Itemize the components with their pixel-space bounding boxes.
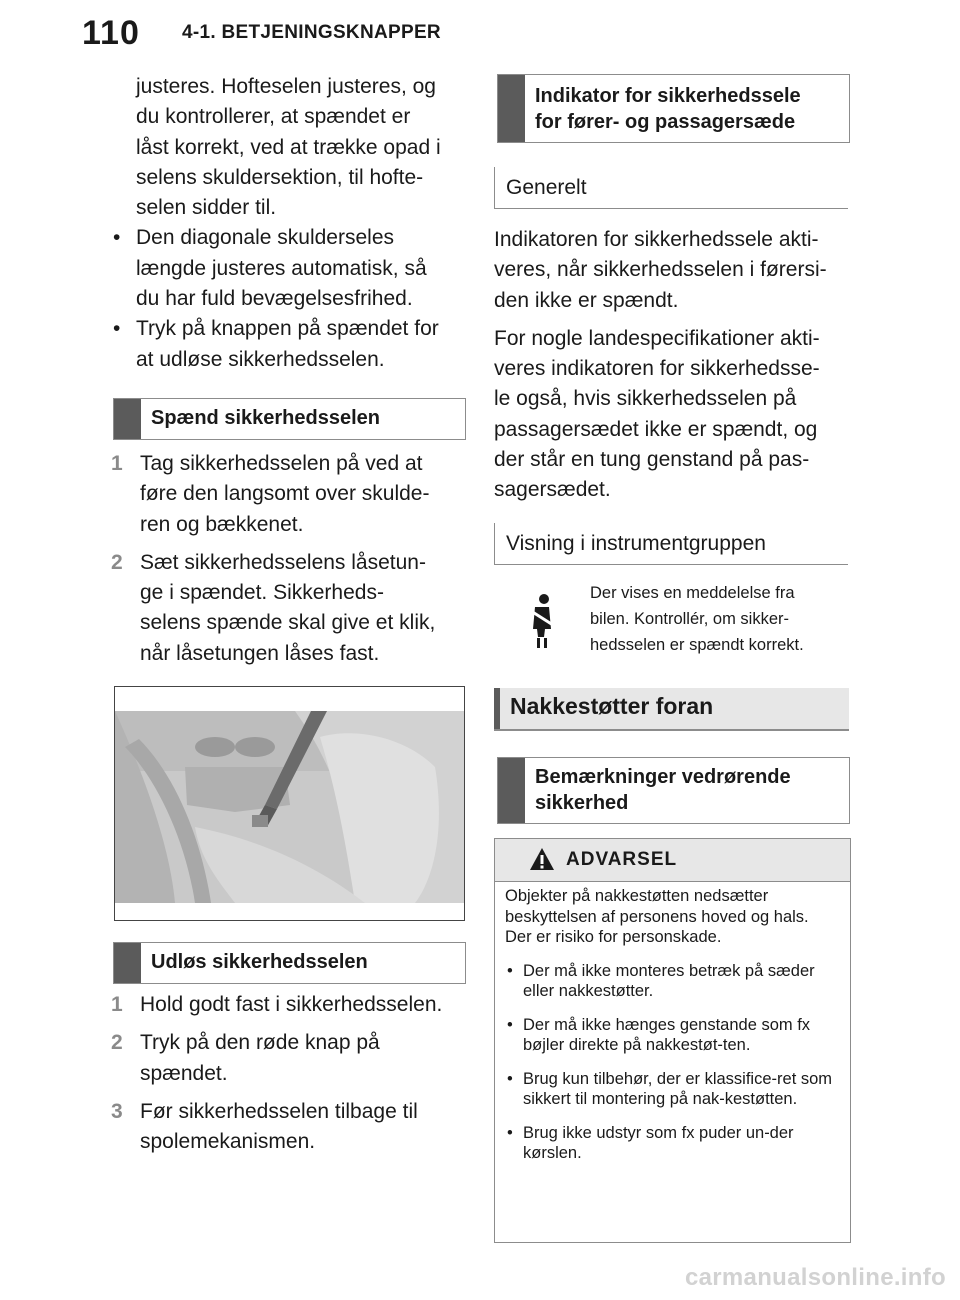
step-number: 2: [111, 1031, 123, 1055]
page-number: 110: [82, 14, 140, 52]
text-line: den ikke er spændt.: [494, 288, 679, 312]
heading-bar: [114, 943, 141, 983]
text-line: ge i spændet. Sikkerheds-: [140, 581, 384, 605]
release-steps: [110, 990, 470, 1157]
warning-title: ADVARSEL: [566, 849, 678, 870]
general-text: [494, 225, 854, 506]
heading-text: Udløs sikkerhedsselen: [151, 951, 368, 973]
text-line: Før sikkerhedsselen tilbage til: [140, 1099, 418, 1123]
step-item: [110, 548, 470, 669]
text-line: Der vises en meddelelse fra: [590, 584, 795, 602]
text-line: der står en tung genstand på pas-: [494, 448, 810, 472]
text-line: Sæt sikkerhedsselens låsetun-: [140, 550, 426, 574]
heading-bar: [494, 688, 500, 729]
release-heading: [113, 942, 466, 984]
step-item: [110, 990, 470, 1020]
warning-bullet: • Brug kun tilbehør, der er klassifice-ret som sikkert til montering på nak-kestøtten.: [505, 1069, 835, 1110]
text-line: veres indikatoren for sikkerhedsse-: [494, 357, 820, 381]
text-line: • Den diagonale skulderseles: [136, 226, 394, 250]
text-line: spændet.: [140, 1061, 228, 1085]
step-number: 2: [111, 550, 123, 574]
warning-triangle-icon: [529, 847, 555, 871]
warning-body: [505, 886, 835, 1177]
step-item: [110, 1097, 470, 1158]
general-subheading: Generelt: [494, 167, 848, 209]
step-item: [110, 449, 470, 540]
seatbelt-icon: [527, 593, 557, 649]
headrests-heading: [494, 688, 849, 731]
display-subheading: Visning i instrumentgruppen: [494, 523, 848, 565]
text-line: når låsetungen låses fast.: [140, 641, 380, 665]
text-line: passagersædet ikke er spændt, og: [494, 417, 818, 441]
warning-bullet: • Der må ikke monteres betræk på sæder eller nakkestøtter.: [505, 961, 835, 1002]
text-line: Hold godt fast i sikkerhedsselen.: [140, 993, 443, 1016]
text-line: Indikatoren for sikkerhedssele akti-: [494, 228, 819, 251]
text-line: ren og bækkenet.: [140, 512, 304, 536]
seatbelt-illustration: [115, 687, 464, 920]
text-line: låst korrekt, ved at trække opad i: [136, 135, 441, 159]
heading-bar: [114, 399, 141, 439]
text-line: bilen. Kontrollér, om sikker-: [590, 610, 789, 628]
heading-bar: [498, 75, 525, 142]
bullet-item: [110, 223, 470, 314]
text-line: længde justeres automatisk, så: [136, 256, 427, 280]
safety-heading: [497, 757, 850, 824]
warning-intro: Objekter på nakkestøtten nedsætter beskyttelsen af personens hoved og hals. Der er risiko for personskade.: [505, 887, 809, 946]
text-line: For nogle landespecifikationer akti-: [494, 326, 820, 350]
text-line: hedsselen er spændt korrekt.: [590, 636, 804, 654]
warning-box: [494, 838, 851, 1243]
step-item: [110, 1028, 470, 1089]
step-number: 1: [111, 452, 123, 475]
text-line: sikkerhed: [535, 792, 629, 814]
text-line: Tag sikkerhedsselen på ved at: [140, 452, 423, 475]
text-line: • Tryk på knappen på spændet for: [136, 317, 439, 341]
heading-bar: [498, 758, 525, 823]
step-number: 3: [111, 1099, 123, 1123]
text-line: du har fuld bevægelsesfrihed.: [136, 287, 413, 311]
text-line: le også, hvis sikkerhedsselen på: [494, 387, 797, 411]
heading-text: Spænd sikkerhedsselen: [151, 407, 380, 429]
text-line: du kontrollerer, at spændet er: [136, 105, 411, 129]
warning-bullet: • Brug ikke udstyr som fx puder un-der kørslen.: [505, 1123, 835, 1164]
text-line: veres, når sikkerhedsselen i førersi-: [494, 258, 827, 282]
indicator-heading: [497, 74, 850, 143]
text-line: selen sidder til.: [136, 196, 277, 220]
text-line: at udløse sikkerhedsselen.: [136, 347, 385, 371]
watermark: carmanualsonline.info: [684, 1264, 946, 1291]
text-line: Indikator for sikkerhedssele: [535, 85, 801, 107]
text-line: sagersædet.: [494, 478, 611, 502]
warning-bullet: • Der må ikke hænges genstande som fx bøjler direkte på nakkestøt-ten.: [505, 1015, 835, 1056]
text-line: justeres. Hofteselen justeres, og: [136, 75, 436, 98]
fasten-heading: [113, 398, 466, 440]
text-line: Bemærkninger vedrørende: [535, 766, 791, 788]
seatbelt-photo: [114, 686, 465, 921]
text-line: føre den langsomt over skulde-: [140, 482, 430, 506]
step-number: 1: [111, 993, 123, 1016]
heading-text: [535, 83, 801, 135]
display-note: [590, 580, 855, 658]
heading-text: Nakkestøtter foran: [510, 693, 714, 719]
heading-text: [535, 764, 791, 816]
section-title: 4-1. BETJENINGSKNAPPER: [182, 22, 441, 43]
warning-title-bar: [495, 839, 850, 882]
text-line: selens skuldersektion, til hofte-: [136, 165, 424, 189]
fasten-steps: [110, 449, 470, 669]
intro-paragraph: [110, 72, 470, 375]
bullet-item: [110, 314, 470, 375]
text-line: Tryk på den røde knap på: [140, 1031, 380, 1055]
text-line: for fører- og passagersæde: [535, 111, 796, 133]
text-line: spolemekanismen.: [140, 1130, 316, 1154]
text-line: selens spænde skal give et klik,: [140, 611, 436, 635]
